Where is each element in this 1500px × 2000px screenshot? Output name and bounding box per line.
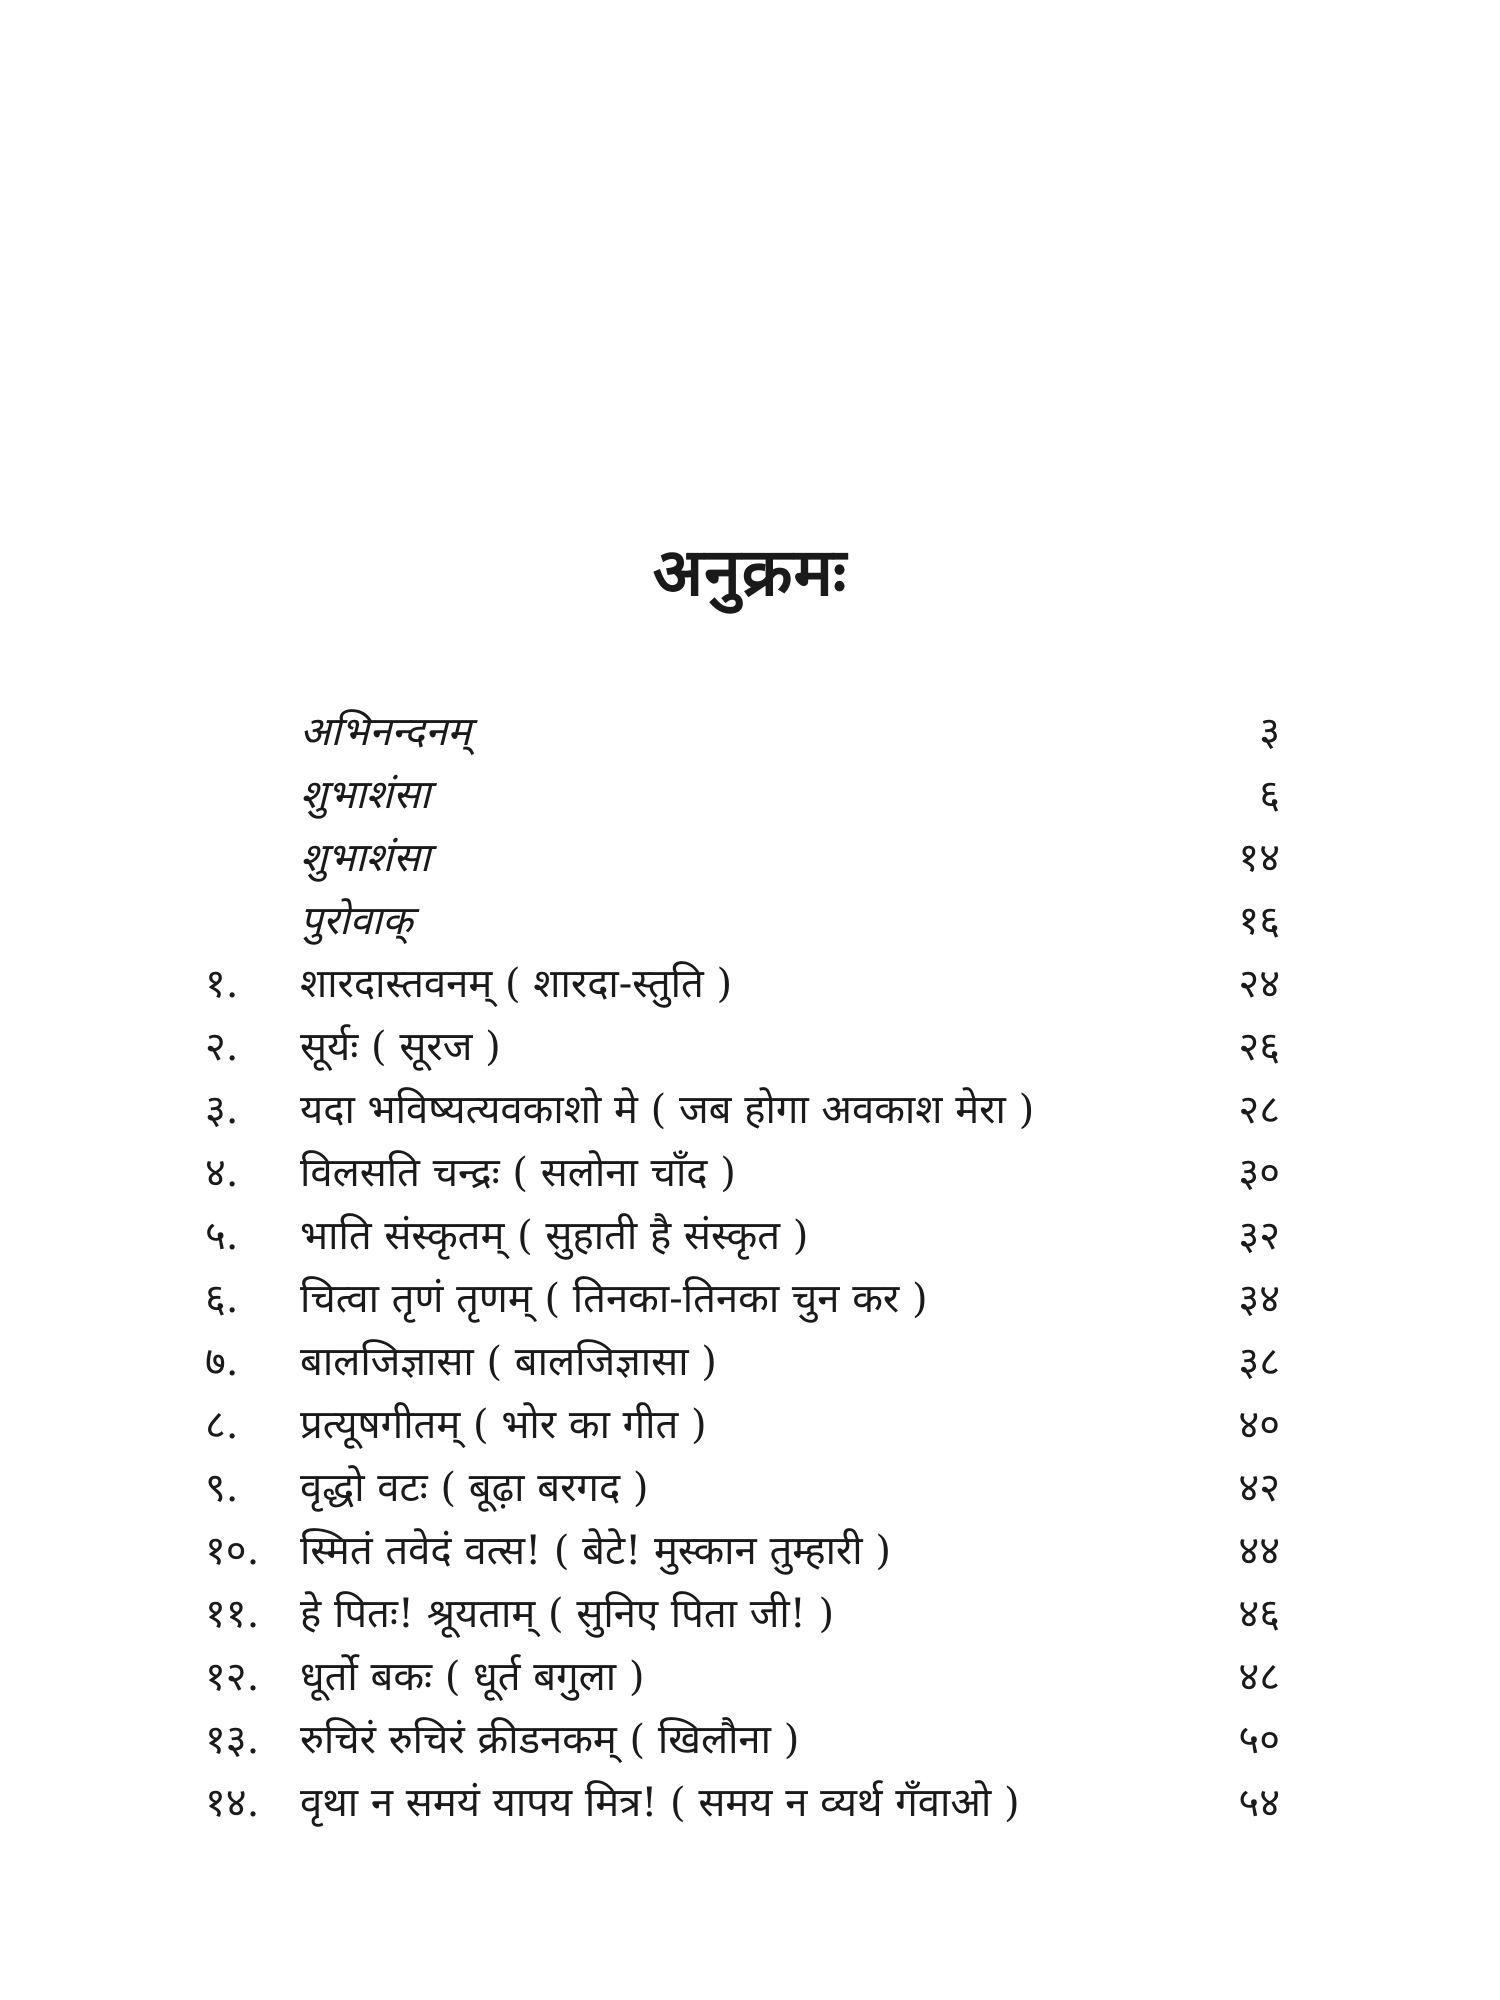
toc-entry-title: वृथा न समयं यापय मित्र! ( समय न व्यर्थ गँवाओ ) [300, 1780, 1020, 1826]
toc-entry-row [0, 1708, 1500, 1771]
toc-entry-title: यदा भविष्यत्यवकाशो मे ( जब होगा अवकाश मेरा ) [300, 1087, 1035, 1133]
table-of-contents [0, 700, 1500, 1834]
toc-entry-row [0, 1204, 1500, 1267]
toc-entry-row [0, 1456, 1500, 1519]
toc-entry-number: २. [205, 1024, 239, 1070]
toc-entry-title: प्रत्यूषगीतम् ( भोर का गीत ) [300, 1402, 707, 1448]
page-title: अनुक्रमः [652, 533, 848, 611]
toc-entry-row [0, 1141, 1500, 1204]
toc-entry-number: १२. [205, 1654, 260, 1700]
toc-entry-page: ३८ [1238, 1339, 1280, 1385]
toc-entry-number: ५. [205, 1213, 239, 1259]
toc-entry-number: ८. [205, 1402, 239, 1448]
toc-entry-title: सूर्यः ( सूरज ) [300, 1024, 501, 1070]
toc-entry-title: पुरोवाक् [300, 898, 413, 944]
toc-entry-number: १४. [205, 1780, 260, 1826]
toc-entry-number: ६. [205, 1276, 239, 1322]
toc-entry-title: अभिनन्दनम् [300, 709, 471, 755]
toc-entry-title: हे पितः! श्रूयताम् ( सुनिए पिता जी! ) [300, 1591, 835, 1637]
toc-entry-title: शारदास्तवनम् ( शारदा-स्तुति ) [300, 961, 733, 1007]
toc-entry-page: २८ [1238, 1087, 1280, 1133]
toc-entry-page: १६ [1238, 898, 1280, 944]
toc-entry-title: शुभाशंसा [300, 835, 431, 881]
toc-entry-title: बालजिज्ञासा ( बालजिज्ञासा ) [300, 1339, 717, 1385]
toc-entry-page: ३ [1259, 709, 1280, 755]
toc-entry-row [0, 1015, 1500, 1078]
toc-entry-title: धूर्तो बकः ( धूर्त बगुला ) [300, 1654, 645, 1700]
toc-entry-number: १. [205, 961, 239, 1007]
toc-entry-page: ३४ [1238, 1276, 1280, 1322]
toc-entry-title: स्मितं तवेदं वत्स! ( बेटे! मुस्कान तुम्हारी ) [300, 1528, 891, 1574]
toc-entry-page: ३० [1238, 1150, 1280, 1196]
toc-entry-title: विलसति चन्द्रः ( सलोना चाँद ) [300, 1150, 736, 1196]
toc-entry-number: ४. [205, 1150, 239, 1196]
toc-entry-number: ९. [205, 1465, 239, 1511]
toc-entry-page: १४ [1238, 835, 1280, 881]
toc-entry-page: ४२ [1238, 1465, 1280, 1511]
toc-entry-row [0, 1393, 1500, 1456]
toc-entry-row [0, 1078, 1500, 1141]
toc-entry-page: ४६ [1238, 1591, 1280, 1637]
toc-entry-page: ४८ [1238, 1654, 1280, 1700]
toc-entry-title: रुचिरं रुचिरं क्रीडनकम् ( खिलौना ) [300, 1717, 800, 1763]
toc-entry-title: वृद्धो वटः ( बूढ़ा बरगद ) [300, 1465, 649, 1511]
toc-front-matter-row [0, 763, 1500, 826]
toc-entry-number: १३. [205, 1717, 260, 1763]
toc-entry-page: २६ [1238, 1024, 1280, 1070]
toc-front-matter-row [0, 889, 1500, 952]
toc-entry-number: ७. [205, 1339, 239, 1385]
toc-entry-row [0, 1267, 1500, 1330]
toc-entry-row [0, 1771, 1500, 1834]
toc-entry-title: भाति संस्कृतम् ( सुहाती है संस्कृत ) [300, 1213, 809, 1259]
toc-entry-page: ५४ [1238, 1780, 1280, 1826]
toc-entry-page: ४० [1238, 1402, 1280, 1448]
toc-entry-row [0, 1582, 1500, 1645]
toc-entry-row [0, 1330, 1500, 1393]
toc-entry-number: ३. [205, 1087, 239, 1133]
toc-entry-row [0, 1519, 1500, 1582]
toc-entry-page: ५० [1238, 1717, 1280, 1763]
toc-entry-page: ३२ [1238, 1213, 1280, 1259]
toc-front-matter-row [0, 700, 1500, 763]
toc-entry-number: ११. [205, 1591, 260, 1637]
toc-entry-number: १०. [205, 1528, 260, 1574]
toc-entry-row [0, 1645, 1500, 1708]
toc-entry-page: २४ [1238, 961, 1280, 1007]
toc-entry-title: चित्वा तृणं तृणम् ( तिनका-तिनका चुन कर ) [300, 1276, 928, 1322]
toc-entry-page: ४४ [1238, 1528, 1280, 1574]
toc-entry-row [0, 952, 1500, 1015]
toc-entry-page: ६ [1259, 772, 1280, 818]
toc-entry-title: शुभाशंसा [300, 772, 431, 818]
toc-front-matter-row [0, 826, 1500, 889]
